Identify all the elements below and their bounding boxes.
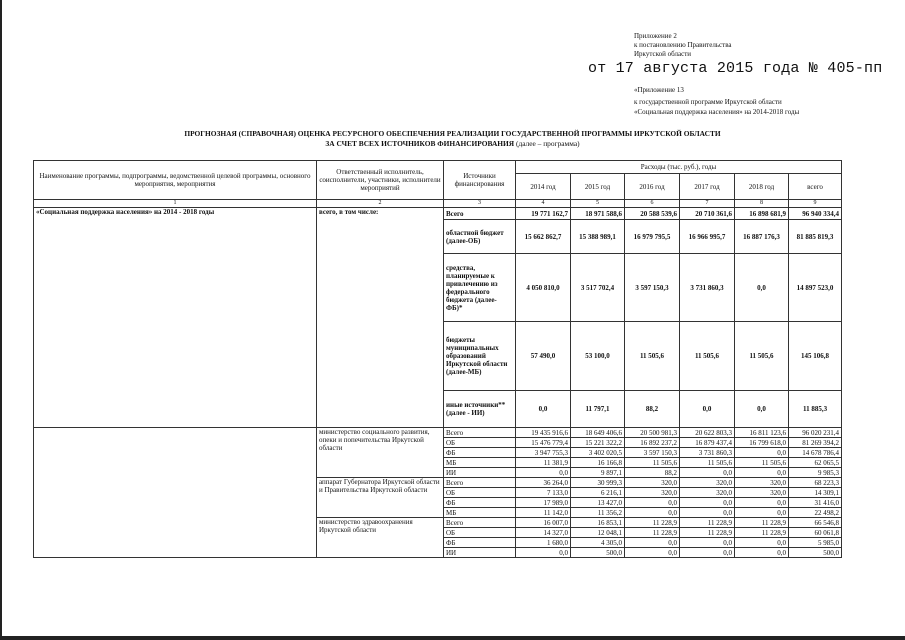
source-cell: МБ — [444, 458, 516, 468]
value-cell: 62 065,5 — [789, 458, 842, 468]
col-index: 8 — [735, 200, 789, 208]
source-cell: ФБ — [444, 538, 516, 548]
value-cell: 0,0 — [625, 548, 680, 558]
value-cell: 15 662 862,7 — [516, 220, 571, 254]
title-bold-part: ЗА СЧЕТ ВСЕХ ИСТОЧНИКОВ ФИНАНСИРОВАНИЯ — [325, 139, 515, 148]
appendix-line-1: Приложение 2 — [634, 32, 677, 40]
value-cell: 0,0 — [680, 498, 735, 508]
value-cell: 57 490,0 — [516, 322, 571, 391]
value-cell: 81 885 819,3 — [789, 220, 842, 254]
document-title-line-2 — [0, 139, 905, 148]
value-cell: 15 221 322,2 — [571, 438, 625, 448]
source-cell: ИИ — [444, 468, 516, 478]
value-cell: 60 061,8 — [789, 528, 842, 538]
value-cell: 15 388 989,1 — [571, 220, 625, 254]
document-title-line-1: ПРОГНОЗНАЯ (СПРАВОЧНАЯ) ОЦЕНКА РЕСУРСНОГО ОБЕСПЕЧЕНИЯ РЕАЛИЗАЦИИ ГОСУДАРСТВЕННОЙ ПРОГРАММЫ ИРКУТСКОЙ ОБЛАСТИ — [184, 129, 721, 138]
value-cell: 17 989,0 — [516, 498, 571, 508]
appendix-line-2: к постановлению Правительства — [634, 41, 732, 49]
value-cell: 16 799 618,0 — [735, 438, 789, 448]
value-cell: 0,0 — [735, 391, 789, 428]
value-cell: 11 381,9 — [516, 458, 571, 468]
appendix-line-3: Иркутской области — [634, 50, 692, 58]
decree-stamp: от 17 августа 2015 года № 405-пп — [588, 60, 883, 77]
col-index: 7 — [680, 200, 735, 208]
value-cell: 1 680,0 — [516, 538, 571, 548]
value-cell: 0,0 — [680, 548, 735, 558]
col-index: 9 — [789, 200, 842, 208]
col-index: 3 — [444, 200, 516, 208]
value-cell: 96 020 231,4 — [789, 428, 842, 438]
value-cell: 5 985,0 — [789, 538, 842, 548]
value-cell: 0,0 — [516, 391, 571, 428]
appendix13-line-2: к государственной программе Иркутской области — [634, 98, 782, 106]
value-cell: 16 892 237,2 — [625, 438, 680, 448]
value-cell: 11 228,9 — [625, 518, 680, 528]
value-cell: 0,0 — [680, 538, 735, 548]
program-executor: всего, в том числе: — [317, 208, 444, 428]
value-cell: 0,0 — [735, 254, 789, 322]
value-cell: 16 979 795,5 — [625, 220, 680, 254]
value-cell: 53 100,0 — [571, 322, 625, 391]
value-cell: 19 771 162,7 — [516, 208, 571, 220]
value-cell: 16 887 176,3 — [735, 220, 789, 254]
source-cell: ОБ — [444, 528, 516, 538]
value-cell: 320,0 — [735, 478, 789, 488]
source-cell: ИИ — [444, 548, 516, 558]
value-cell: 11 228,9 — [680, 518, 735, 528]
table-row — [34, 208, 842, 220]
value-cell: 500,0 — [571, 548, 625, 558]
funding-table — [33, 160, 842, 558]
value-cell: 88,2 — [625, 468, 680, 478]
value-cell: 0,0 — [735, 498, 789, 508]
value-cell: 18 649 406,6 — [571, 428, 625, 438]
value-cell: 14 897 523,0 — [789, 254, 842, 322]
source-cell: Всего — [444, 478, 516, 488]
value-cell: 36 264,0 — [516, 478, 571, 488]
executors-block — [34, 428, 842, 558]
value-cell: 0,0 — [680, 468, 735, 478]
value-cell: 3 597 150,3 — [625, 254, 680, 322]
value-cell: 16 007,0 — [516, 518, 571, 528]
col-header-year: 2014 год — [516, 174, 571, 200]
value-cell: 9 985,3 — [789, 468, 842, 478]
value-cell: 3 731 860,3 — [680, 448, 735, 458]
value-cell: 0,0 — [516, 548, 571, 558]
program-name: «Социальная поддержка населения» на 2014 - 2018 годы — [34, 208, 317, 428]
executor-ministry-social: министерство социального развития, опеки и попечительства Иркутской области — [317, 428, 444, 478]
value-cell: 145 106,8 — [789, 322, 842, 391]
appendix13-line-3: «Социальная поддержка населения» на 2014-2018 годы — [634, 108, 800, 116]
value-cell: 20 500 981,3 — [625, 428, 680, 438]
value-cell: 3 517 702,4 — [571, 254, 625, 322]
value-cell: 11 505,6 — [680, 322, 735, 391]
value-cell: 14 678 786,4 — [789, 448, 842, 458]
source-cell: средства, планируемые к привлечению из федерального бюджета (далее-ФБ)* — [444, 254, 516, 322]
col-header-name: Наименование программы, подпрограммы, ведомственной целевой программы, основного мероприятия, мероприятия — [34, 161, 317, 200]
executor-ministry-health: министерство здравоохранения Иркутской области — [317, 518, 444, 558]
value-cell: 320,0 — [625, 478, 680, 488]
col-header-executor: Ответственный исполнитель, соисполнители, участники, исполнители мероприятий — [317, 161, 444, 200]
value-cell: 7 133,0 — [516, 488, 571, 498]
col-index: 4 — [516, 200, 571, 208]
col-header-year: 2018 год — [735, 174, 789, 200]
source-cell: ФБ — [444, 498, 516, 508]
source-cell: ОБ — [444, 438, 516, 448]
source-cell: Всего — [444, 428, 516, 438]
value-cell: 11 505,6 — [680, 458, 735, 468]
value-cell: 0,0 — [735, 548, 789, 558]
value-cell: 11 228,9 — [735, 528, 789, 538]
source-cell: Всего — [444, 518, 516, 528]
col-header-expenses: Расходы (тыс. руб.), годы — [516, 161, 842, 174]
value-cell: 31 416,0 — [789, 498, 842, 508]
value-cell: 0,0 — [625, 498, 680, 508]
value-cell: 96 940 334,4 — [789, 208, 842, 220]
value-cell: 30 999,3 — [571, 478, 625, 488]
value-cell: 320,0 — [735, 488, 789, 498]
value-cell: 66 546,8 — [789, 518, 842, 528]
value-cell: 68 223,3 — [789, 478, 842, 488]
source-cell: ОБ — [444, 488, 516, 498]
value-cell: 0,0 — [735, 448, 789, 458]
appendix13-line-1: «Приложение 13 — [634, 86, 684, 94]
value-cell: 14 309,1 — [789, 488, 842, 498]
source-cell: областной бюджет (далее-ОБ) — [444, 220, 516, 254]
value-cell: 11 885,3 — [789, 391, 842, 428]
table-row — [34, 428, 842, 438]
value-cell: 16 898 681,9 — [735, 208, 789, 220]
value-cell: 12 048,1 — [571, 528, 625, 538]
value-cell: 500,0 — [789, 548, 842, 558]
scan-edge-bottom — [0, 636, 905, 640]
value-cell: 4 305,0 — [571, 538, 625, 548]
column-index-row — [34, 200, 842, 208]
value-cell: 20 622 803,3 — [680, 428, 735, 438]
col-index: 1 — [34, 200, 317, 208]
value-cell: 0,0 — [625, 508, 680, 518]
value-cell: 18 971 588,6 — [571, 208, 625, 220]
value-cell: 16 166,8 — [571, 458, 625, 468]
value-cell: 11 797,1 — [571, 391, 625, 428]
table-header — [34, 161, 842, 200]
col-index: 6 — [625, 200, 680, 208]
col-header-year: 2016 год — [625, 174, 680, 200]
value-cell: 0,0 — [735, 538, 789, 548]
value-cell: 0,0 — [625, 538, 680, 548]
value-cell: 0,0 — [735, 508, 789, 518]
value-cell: 16 879 437,4 — [680, 438, 735, 448]
value-cell: 6 216,1 — [571, 488, 625, 498]
value-cell: 15 476 779,4 — [516, 438, 571, 448]
col-header-year: 2015 год — [571, 174, 625, 200]
title-note: (далее – программа) — [514, 139, 580, 148]
value-cell: 16 966 995,7 — [680, 220, 735, 254]
scan-edge-left — [0, 0, 2, 640]
value-cell: 11 505,6 — [625, 458, 680, 468]
value-cell: 88,2 — [625, 391, 680, 428]
value-cell: 320,0 — [680, 488, 735, 498]
value-cell: 16 811 123,6 — [735, 428, 789, 438]
col-index: 2 — [317, 200, 444, 208]
value-cell: 9 897,1 — [571, 468, 625, 478]
value-cell: 19 435 916,6 — [516, 428, 571, 438]
value-cell: 22 498,2 — [789, 508, 842, 518]
value-cell: 11 228,9 — [735, 518, 789, 528]
source-cell: ФБ — [444, 448, 516, 458]
value-cell: 11 228,9 — [680, 528, 735, 538]
source-cell: МБ — [444, 508, 516, 518]
value-cell: 320,0 — [625, 488, 680, 498]
source-cell: бюджеты муниципальных образований Иркутской области (далее-МБ) — [444, 322, 516, 391]
value-cell: 13 427,0 — [571, 498, 625, 508]
value-cell: 81 269 394,2 — [789, 438, 842, 448]
col-header-source: Источники финансирования — [444, 161, 516, 200]
value-cell: 11 228,9 — [625, 528, 680, 538]
value-cell: 20 588 539,6 — [625, 208, 680, 220]
value-cell: 320,0 — [680, 478, 735, 488]
value-cell: 11 505,6 — [735, 458, 789, 468]
value-cell: 0,0 — [680, 508, 735, 518]
value-cell: 11 505,6 — [625, 322, 680, 391]
value-cell: 3 731 860,3 — [680, 254, 735, 322]
source-cell: Всего — [444, 208, 516, 220]
empty-name-cell — [34, 428, 317, 558]
value-cell: 16 853,1 — [571, 518, 625, 528]
col-header-total: всего — [789, 174, 842, 200]
executor-governor-apparatus: аппарат Губернатора Иркутской области и Правительства Иркутской области — [317, 478, 444, 518]
value-cell: 11 505,6 — [735, 322, 789, 391]
value-cell: 0,0 — [516, 468, 571, 478]
value-cell: 20 710 361,6 — [680, 208, 735, 220]
col-index: 5 — [571, 200, 625, 208]
value-cell: 3 947 755,3 — [516, 448, 571, 458]
value-cell: 4 050 810,0 — [516, 254, 571, 322]
value-cell: 11 142,0 — [516, 508, 571, 518]
value-cell: 0,0 — [735, 468, 789, 478]
source-cell: иные источники** (далее - ИИ) — [444, 391, 516, 428]
program-block — [34, 208, 842, 428]
value-cell: 3 597 150,3 — [625, 448, 680, 458]
value-cell: 3 402 020,5 — [571, 448, 625, 458]
value-cell: 0,0 — [680, 391, 735, 428]
value-cell: 11 356,2 — [571, 508, 625, 518]
col-header-year: 2017 год — [680, 174, 735, 200]
value-cell: 14 327,0 — [516, 528, 571, 538]
